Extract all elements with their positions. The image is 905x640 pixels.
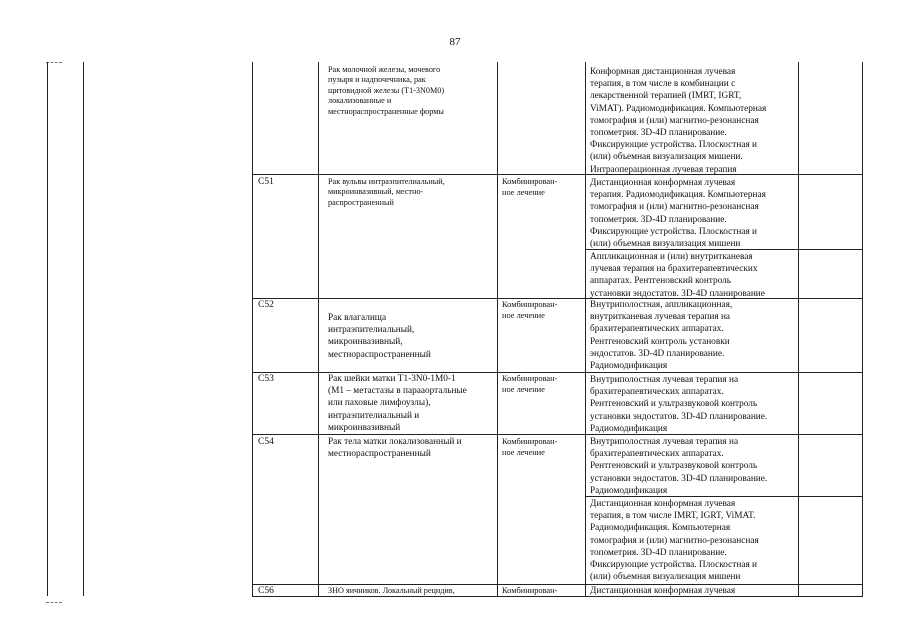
code-cell: C51	[258, 177, 274, 187]
treatment-cell: Дистанционная конформная лучевая терапия, в том числе IMRT, IGRT, ViMAT. Радиомодификация. Компьютерная томография и (или) магнитно-резонансная топометрия. 3D-4D планирование. Фиксирующие устройства. Плоскостная и (или) объемная визуализация мишени	[590, 499, 759, 583]
column-divider	[585, 62, 586, 596]
treatment-cell: Внутриполостная лучевая терапия на брахитерапевтических аппаратах. Рентгеновский и ультразвуковой контроль установки эндостатов. 3D-4D планирование. Радиомодификация	[590, 375, 768, 434]
treatment-cell: Аппликационная и (или) внутритканевая лучевая терапия на брахитерапевтических аппаратах. Рентгеновский контроль установки эндостатов. 3D-4D планирование	[590, 252, 765, 299]
treatment-cell: Внутриполостная лучевая терапия на брахитерапевтических аппаратах. Рентгеновский и ультразвуковой контроль установки эндостатов. 3D-4D планирование. Радиомодификация	[590, 437, 768, 496]
diagnosis-cell: Рак влагалища интраэпителиальный, микроинвазивный, местнораспространенный	[328, 313, 431, 360]
table-border-left	[47, 62, 48, 596]
method-cell: Комбинирован- ное лечение	[502, 437, 558, 457]
table-border-right	[862, 62, 863, 596]
method-cell: Комбинирован- ное лечение	[502, 300, 558, 320]
code-cell: C53	[258, 374, 274, 384]
column-divider	[252, 62, 253, 596]
method-cell: Комбинирован- ное лечение	[502, 374, 558, 394]
method-cell: Комбинирован- ное лечение	[502, 177, 558, 197]
code-cell: C52	[258, 300, 274, 310]
column-divider	[83, 62, 84, 596]
diagnosis-cell: Рак молочной железы, мочевого пузыря и надпочечника, рак щитовидной железы (T1-3N0M0) локализованные и местнораспространенные формы	[328, 65, 445, 116]
column-divider	[318, 62, 319, 596]
margin-mark	[46, 602, 62, 603]
code-cell: C54	[258, 437, 274, 447]
diagnosis-cell: ЗНО яичников. Локальный рецидив,	[328, 586, 455, 595]
treatment-cell: Дистанционная конформная лучевая	[590, 586, 736, 596]
method-cell: Комбинирован-	[502, 586, 558, 595]
margin-mark	[46, 62, 62, 63]
treatment-cell: Конформная дистанционная лучевая терапия, в том числе в комбинации с лекарственной терапией (IMRT, IGRT, ViMAT). Радиомодификация. Компьютерная томография и (или) магнитно-резонансная топометрия. 3D-4D планирование. Фиксирующие устройства. Плоскостная и (или) объемная визуализация мишени. Интраоперационная лучевая терапия	[590, 67, 767, 175]
treatment-cell: Внутриполостная, аппликационная, внутритканевая лучевая терапия на брахитерапевтических аппаратах. Рентгеновский контроль установки эндостатов. 3D-4D планирование. Радиомодификация	[590, 300, 733, 372]
column-divider	[497, 62, 498, 596]
page-number: 87	[449, 36, 461, 48]
treatment-cell: Дистанционная конформная лучевая терапия. Радиомодификация. Компьютерная томография и (или) магнитно-резонансная топометрия. 3D-4D планирование. Фиксирующие устройства. Плоскостная и (или) объемная визуализация мишени	[590, 178, 766, 250]
diagnosis-cell: Рак шейки матки T1-3N0-1M0-1 (M1 – метастазы в парааортальные или паховые лимфоузлы), интраэпителиальный и микроинвазивный	[328, 374, 467, 433]
code-cell: C56	[258, 586, 274, 596]
diagnosis-cell: Рак вульвы интраэпителиальный, микроинвазивный, местно- распространенный	[328, 177, 445, 207]
column-divider	[798, 62, 799, 596]
diagnosis-cell: Рак тела матки локализованный и местнораспространенный	[328, 437, 462, 460]
